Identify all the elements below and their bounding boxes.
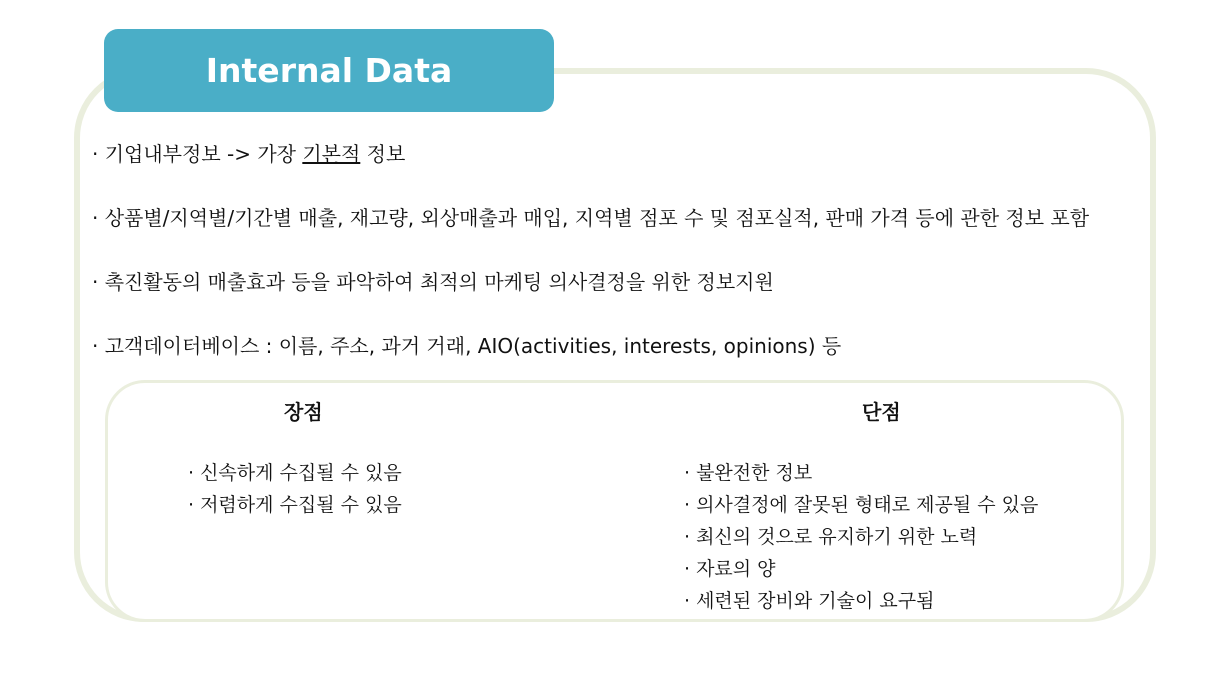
pros-heading: 장점 (284, 400, 323, 424)
list-item: · 최신의 것으로 유지하기 위한 노력 (684, 526, 978, 548)
bullet-internal-info (92, 141, 405, 167)
list-item: · 불완전한 정보 (684, 462, 813, 484)
cons-heading: 단점 (862, 400, 901, 424)
bullet-text-suffix: 정보 (360, 142, 406, 166)
list-item: · 저렴하게 수집될 수 있음 (188, 494, 402, 516)
bullet-customer-db: · 고객데이터베이스 : 이름, 주소, 과거 거래, AIO(activities, interests, opinions) 등 (92, 334, 842, 358)
list-item: · 신속하게 수집될 수 있음 (188, 462, 402, 484)
bullet-sales-info: · 상품별/지역별/기간별 매출, 재고량, 외상매출과 매입, 지역별 점포 수 및 점포실적, 판매 가격 등에 관한 정보 포함 (92, 206, 1090, 230)
bullet-promotion-info: · 촉진활동의 매출효과 등을 파악하여 최적의 마케팅 의사결정을 위한 정보지원 (92, 270, 774, 294)
list-item: · 세련된 장비와 기술이 요구됨 (684, 590, 935, 612)
pros-list (188, 457, 402, 521)
bullet-text-underlined: 기본적 (302, 142, 361, 166)
list-item: · 자료의 양 (684, 558, 776, 580)
page-title: Internal Data (205, 51, 453, 90)
title-banner (104, 29, 554, 112)
bullet-text-prefix: · 기업내부정보 -> 가장 (92, 142, 303, 166)
cons-list (684, 457, 1038, 617)
list-item: · 의사결정에 잘못된 형태로 제공될 수 있음 (684, 494, 1039, 516)
